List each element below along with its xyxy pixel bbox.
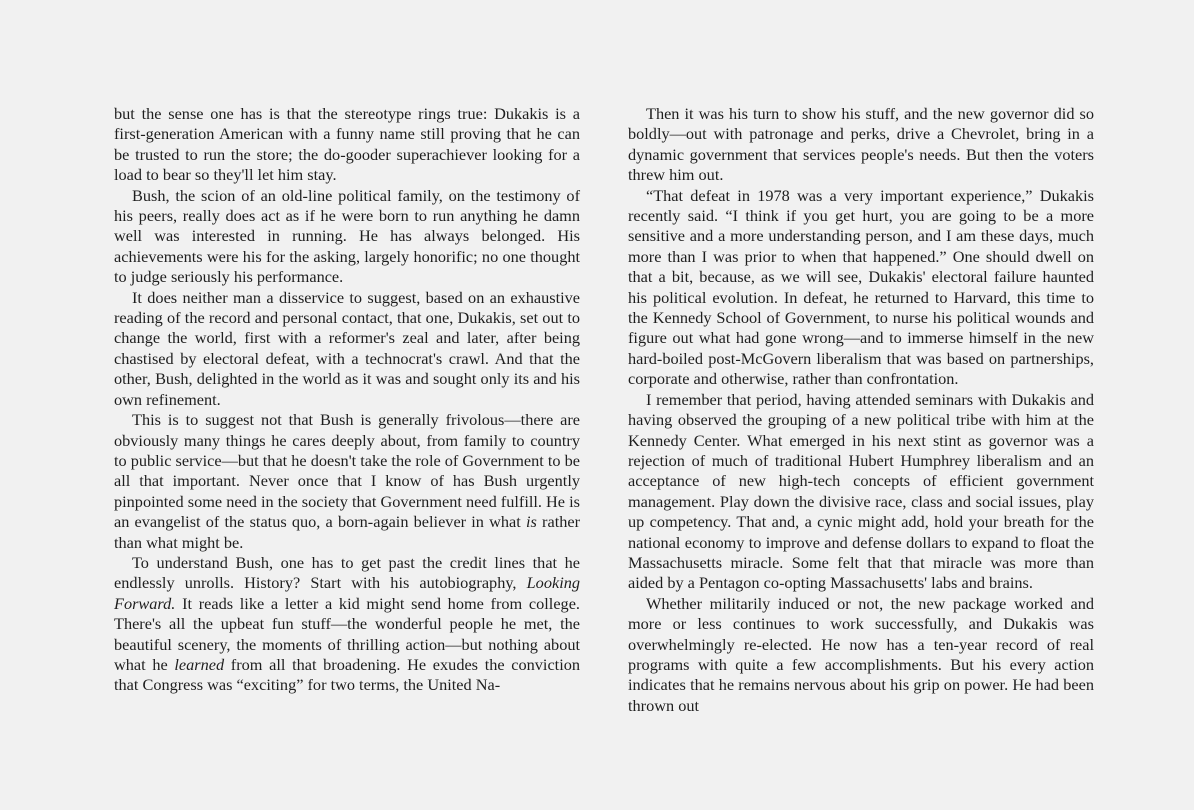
italic-word: learned bbox=[174, 654, 225, 674]
text-run: To understand Bush, one has to get past the credit lines that he endlessly unrolls. History? Start with his autobiography, bbox=[114, 552, 580, 593]
paragraph: It does neither man a disservice to suggest, based on an exhaustive reading of the record and personal contact, that one, Dukakis, set out to change the world, first with a reformer's zeal and later, after being chastised by electoral defeat, with a technocrat's crawl. And that the other, Bush, delighted in the world as it was and sought only its and his own refinement. bbox=[114, 287, 580, 409]
paragraph: Bush, the scion of an old-line political family, on the testimony of his peers, really does act as if he were born to run anything he damn well was interested in running. He has always belonged. His achievements were his for the asking, largely honorific; no one thought to judge seriously his performance. bbox=[114, 185, 580, 287]
paragraph: but the sense one has is that the stereotype rings true: Dukakis is a first-generation American with a funny name still proving that he can be trusted to run the store; the do-gooder superachiever looking for a load to bear so they'll let him stay. bbox=[114, 104, 580, 185]
paragraph: Whether militarily induced or not, the new package worked and more or less continues to work successfully, and Dukakis was overwhelmingly re-elected. He now has a ten-year record of real programs with quite a few accomplishments. But his every action indicates that he remains nervous about his grip on power. He had been thrown out bbox=[628, 593, 1094, 715]
paragraph bbox=[114, 553, 580, 696]
left-column bbox=[114, 104, 580, 696]
text-run: from all that broadening. He exudes the conviction that Congress was “exciting” for two terms, the United Na- bbox=[114, 654, 580, 695]
italic-word: is bbox=[525, 512, 537, 532]
paragraph: “That defeat in 1978 was a very important experience,” Dukakis recently said. “I think if you get hurt, you are going to be a more sensitive and a more understanding person, and I am these days, much more than I was prior to when that happened.” One should dwell on that a bit, because, as we will see, Dukakis' electoral failure haunted his political evolution. In defeat, he returned to Harvard, this time to the Kennedy School of Government, to nurse his political wounds and figure out what had gone wrong—and to immerse himself in the new hard-boiled post-McGovern liberalism that was based on partnerships, corporate and otherwise, rather than confrontation. bbox=[628, 185, 1094, 389]
text-run: rather than what might be. bbox=[114, 512, 581, 552]
paragraph: I remember that period, having attended seminars with Dukakis and having observed the grouping of a new political tribe with him at the Kennedy Center. What emerged in his next stint as governor was a rejection of much of traditional Hubert Humphrey liberalism and an acceptance of new high-tech concepts of efficient government management. Play down the divisive race, class and social issues, play up competency. That and, a cynic might add, hold your breath for the national economy to improve and defense dollars to expand to float the Massachusetts miracle. Some felt that that miracle was more than aided by a Pentagon co-opting Massachusetts' labs and brains. bbox=[628, 389, 1094, 593]
text-run: This is to suggest not that Bush is generally frivolous—there are obviously many things he cares deeply about, from family to country to public service—but that he doesn't take the role of Government to be all that important. Never once that I know of has Bush urgently pinpointed some need in the society that Government need fulfill. He is an evangelist of the status quo, a born-again believer in what bbox=[114, 410, 580, 532]
book-title: Looking Forward. bbox=[114, 573, 580, 613]
paragraph bbox=[114, 410, 580, 553]
paragraph: Then it was his turn to show his stuff, and the new governor did so boldly—out with patronage and perks, drive a Chevrolet, bring in a dynamic government that services people's needs. But then the voters threw him out. bbox=[628, 104, 1094, 185]
text-run: It reads like a letter a kid might send home from college. There's all the upbeat fun stuff—the wonderful people he met, the beautiful scenery, the moments of thrilling action—but nothing about what he bbox=[114, 593, 580, 674]
right-column bbox=[628, 104, 1094, 716]
